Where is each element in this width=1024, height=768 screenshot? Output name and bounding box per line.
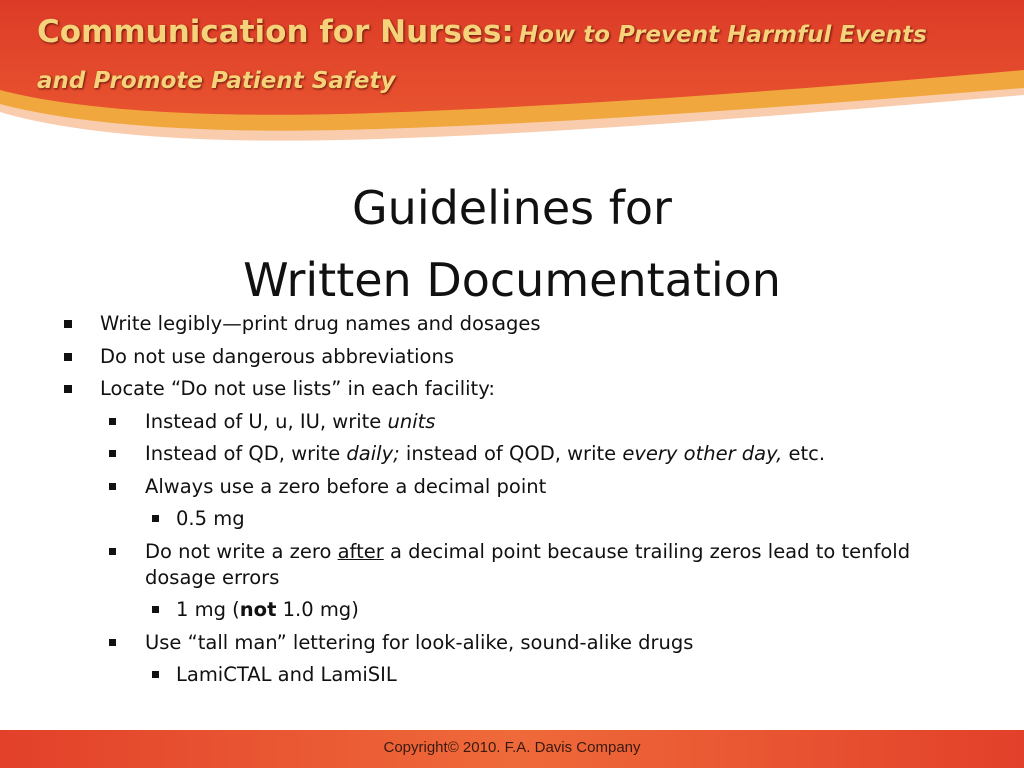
footer-bar xyxy=(0,730,1024,768)
bullet-do-not-use-lists xyxy=(60,376,960,402)
bullet-tall-man-example xyxy=(150,662,960,688)
presentation-header xyxy=(37,10,997,105)
bullet-text: Do not write a zero xyxy=(145,539,338,563)
bullet-units xyxy=(105,409,960,435)
bullet-tall-man xyxy=(105,630,960,656)
bullet-text: a decimal point because trailing zeros lead to tenfold dosage errors xyxy=(145,539,911,589)
bullet-leading-zero-example xyxy=(150,506,960,532)
bullet-daily xyxy=(105,441,960,467)
bullet-trailing-zero xyxy=(105,539,960,591)
bullet-text: LamiCTAL and LamiSIL xyxy=(176,663,397,686)
header-subtitle-part1: How to Prevent Harmful Events xyxy=(518,22,927,48)
bullet-text: 1.0 mg) xyxy=(276,598,359,621)
slide-title-line1: Guidelines for xyxy=(352,181,672,235)
bullet-emphasis: units xyxy=(387,409,436,433)
header-title: Communication for Nurses: xyxy=(37,14,514,50)
bullet-trailing-zero-example xyxy=(150,597,960,623)
bullet-text: Instead of QD, write xyxy=(145,442,347,465)
bullet-text: 0.5 mg xyxy=(176,507,245,530)
bullet-text: Do not use dangerous abbreviations xyxy=(100,344,454,368)
bullet-write-legibly xyxy=(60,311,960,337)
bullet-text: Instead of U, u, IU, write xyxy=(145,409,388,433)
header-subtitle-part2: and Promote Patient Safety xyxy=(37,68,396,94)
copyright-text: Copyright© 2010. F.A. Davis Company xyxy=(383,739,641,756)
bullet-list xyxy=(60,311,960,695)
bullet-text: etc. xyxy=(782,442,826,465)
bullet-text: Write legibly—print drug names and dosages xyxy=(100,312,541,335)
bullet-underline: after xyxy=(337,539,384,563)
slide-title-line2: Written Documentation xyxy=(243,253,781,307)
bullet-dangerous-abbreviations xyxy=(60,344,960,370)
bullet-text: 1 mg ( xyxy=(176,598,240,621)
bullet-text: Locate “Do not use lists” in each facility: xyxy=(100,377,495,400)
bullet-bold: not xyxy=(239,598,277,621)
bullet-emphasis: daily; xyxy=(346,442,400,465)
bullet-text: Always use a zero before a decimal point xyxy=(145,474,547,498)
bullet-text: instead of QOD, write xyxy=(399,442,623,465)
slide-title xyxy=(0,172,1024,316)
bullet-emphasis: every other day, xyxy=(622,442,783,465)
bullet-text: Use “tall man” lettering for look-alike, sound-alike drugs xyxy=(145,630,694,654)
bullet-leading-zero xyxy=(105,474,960,500)
